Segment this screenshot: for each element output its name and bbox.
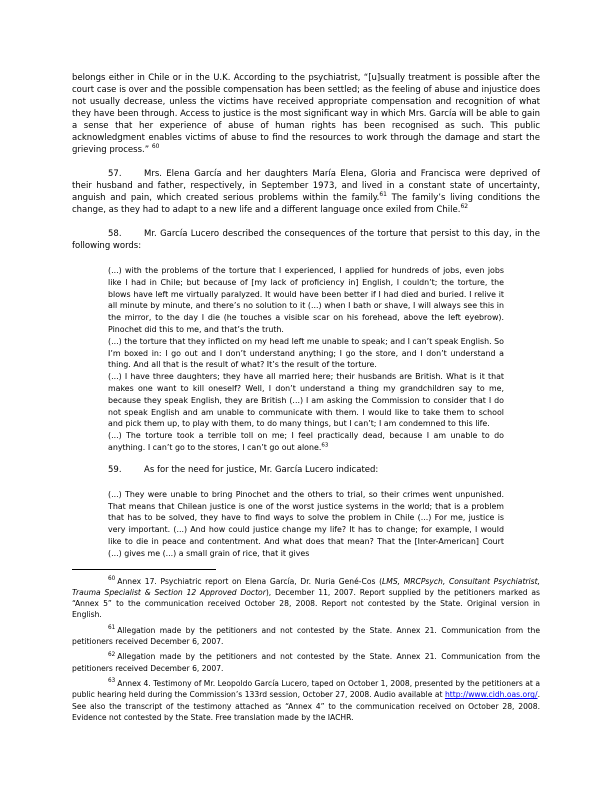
paragraph-number: 58. <box>108 229 122 239</box>
footnote-63 <box>72 678 540 723</box>
footnote-ref-63: 63 <box>321 442 329 449</box>
footnote-text: Annex 17. Psychiatric report on Elena García, Dr. Nuria Gené-Cos ( <box>117 576 383 586</box>
quote-paragraph: (...) They were unable to bring Pinochet and the others to trial, so their crimes went unpunished. That means that Chilean justice is one of the worst justice systems in the world; that is a problem that has to be solved, they have to find ways to solve the problem in Chile (...) For me, justice is very important. (...) And how could justice change my life? It has to change; for example, I would like to die in peace and contentment. And what does that mean? That the [Inter-American] Court (...) gives me (...) a small grain of rice, that it gives <box>108 489 504 558</box>
quote-paragraph: (...) I have three daughters; they have all married here; their husbands are British. What is it that makes one want to kill oneself? Well, I don’t understand a thing my grandchildren say to me, because they speak English, they are British (...) I am asking the Commission to consider that I do not speak English and am unable to communicate with them. I would like to take them to school and pick them up, to play with them, to do many things, but I can’t; I am condemned to this life. <box>108 372 504 429</box>
footnote-text: ), December 11, 2007. Report supplied by the petitioners marked as “Annex 5” to the communication received October 28, 2008. Report not contested by the State. Original version in English. <box>72 587 540 620</box>
paragraph-57 <box>72 168 540 216</box>
footnote-number: 60 <box>108 576 116 582</box>
footnote-ref-60: 60 <box>151 143 160 151</box>
footnote-text: . See also the transcript of the testimony attached as “Annex 4” to the communication received on October 28, 2008. Evidence not contested by the State. Free translation made by the IACHR. <box>72 690 540 722</box>
footnote-italic-text: LMS, MRCPsych, Consultant Psychiatrist, Trauma Specialist & Section 12 Approved Doctor <box>72 576 540 597</box>
paragraph-number: 59. <box>108 464 122 475</box>
paragraph-text: The family’s living conditions the change, as they had to adapt to a new life and a different language once exiled from Chile. <box>72 193 540 215</box>
block-quote-testimony <box>108 265 504 454</box>
paragraph-continued <box>72 72 540 156</box>
footnote-61 <box>72 625 540 648</box>
quote-paragraph <box>108 430 504 454</box>
paragraph-number: 57. <box>108 169 122 179</box>
page-content <box>72 72 540 723</box>
quote-text: (...) The torture took a terrible toll on me; I feel practically dead, because I am unable to do anything. I can’t go to the stores, I can’t go out alone. <box>108 431 504 452</box>
paragraph-text: belongs either in Chile or in the U.K. According to the psychiatrist, “[u]sually treatment is possible after the court case is over and the possible compensation has been settled; as the feeling of abuse and injustice does not usually decrease, unless the victims have received appropriate compensation and recognition of what they have been through. Access to justice is the most significant way in which Mrs. García will be able to gain a sense that her experience of abuse of human rights has been recognised as such. This public acknowledgment enables victims of abuse to find the resources to work through the damage and start the grieving process.” <box>72 73 540 155</box>
footnote-text: Allegation made by the petitioners and not contested by the State. Annex 21. Communication from the petitioners received December 6, 2007. <box>72 625 540 647</box>
cidh-website-link[interactable]: http://www.cidh.oas.org/ <box>444 690 538 700</box>
footnote-62 <box>72 651 540 674</box>
paragraph-text: As for the need for justice, Mr. García Lucero indicated: <box>144 464 379 475</box>
footnote-number: 62 <box>108 651 116 658</box>
footnote-ref-62: 62 <box>460 203 468 211</box>
paragraph-59 <box>72 464 540 476</box>
block-quote-justice <box>108 489 504 560</box>
footnote-text: Allegation made by the petitioners and not contested by the State. Annex 21. Communication from the petitioners received December 6, 2007. <box>72 652 540 673</box>
paragraph-58 <box>72 228 540 252</box>
quote-paragraph: (...) the torture that they inflicted on my head left me unable to speak; and I can’t speak English. So I’m boxed in: I go out and I don’t understand anything; I go the store, and I don’t understand a thing. And all that is the result of what? It’s the result of the torture. <box>108 336 504 370</box>
paragraph-text: Mr. García Lucero described the consequences of the torture that persist to this day, in the following words: <box>72 229 540 251</box>
footnote-ref-61: 61 <box>379 191 387 199</box>
footnote-60 <box>72 576 540 621</box>
paragraph-text: Mrs. Elena García and her daughters María Elena, Gloria and Francisca were deprived of their husband and father, respectively, in September 1973, and lived in a constant state of uncertainty, anguish and pain, which created serious problems within the family. <box>72 169 540 203</box>
footnote-text: Annex 4. Testimony of Mr. Leopoldo García Lucero, taped on October 1, 2008, presented by the petitioners at a public hearing held during the Commission’s 133rd session, October 27, 2008. Audio available at <box>72 678 540 700</box>
footnote-separator <box>72 569 216 570</box>
footnote-number: 63 <box>108 678 116 685</box>
quote-paragraph: (...) with the problems of the torture that I experienced, I applied for hundreds of jobs, even jobs like I had in Chile; but because of [my lack of proficiency in] English, I couldn’t; the torture, the blows have left me virtually paralyzed. It would have been better if I had died and buried. I relive it all minute by minute, and there’s no solution to it (...) when I bath or shave, I will always see this in the mirror, to the day I die (he touches a visible scar on his forehead, above the left eyebrow). Pinochet did this to me, and that’s the truth. <box>108 266 504 334</box>
footnote-number: 61 <box>108 625 116 632</box>
